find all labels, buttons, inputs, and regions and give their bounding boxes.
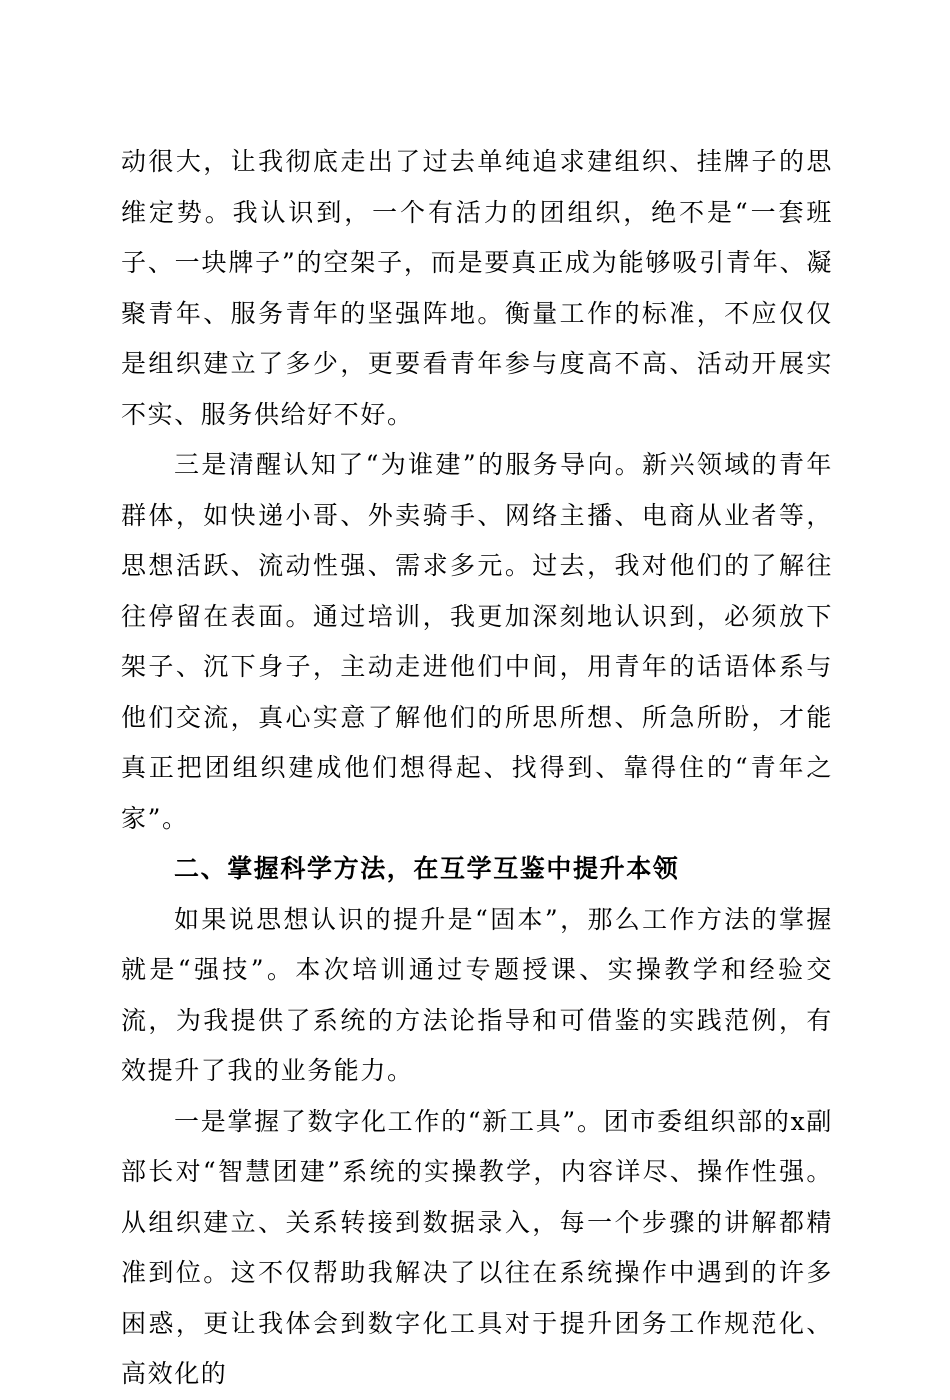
paragraph-service-orientation: 三是清醒认知了“为谁建”的服务导向。新兴领域的青年群体，如快递小哥、外卖骑手、网络主播、电商从业者等，思想活跃、流动性强、需求多元。过去，我对他们的了解往往停留在表面。通过培训，我更加深刻地认识到，必须放下架子、沉下身子，主动走进他们中间，用青年的话语体系与他们交流，真心实意了解他们的所思所想、所急所盼，才能真正把团组织建成他们想得起、找得到、靠得住的“青年之家”。 (121, 450, 833, 833)
paragraph-continuation: 动很大，让我彻底走出了过去单纯追求建组织、挂牌子的思维定势。我认识到，一个有活力的团组织，绝不是“一套班子、一块牌子”的空架子，而是要真正成为能够吸引青年、凝聚青年、服务青年的坚强阵地。衡量工作的标准，不应仅仅是组织建立了多少，更要看青年参与度高不高、活动开展实不实、服务供给好不好。 (121, 147, 833, 429)
paragraph-digital-tools: 一是掌握了数字化工作的“新工具”。团市委组织部的x副部长对“智慧团建”系统的实操教学，内容详尽、操作性强。从组织建立、关系转接到数据录入，每一个步骤的讲解都精准到位。这不仅帮助我解决了以往在系统操作中遇到的许多困惑，更让我体会到数字化工具对于提升团务工作规范化、高效化的 (121, 1106, 833, 1388)
document-body (121, 137, 833, 1400)
paragraph-methods-intro: 如果说思想认识的提升是“固本”，那么工作方法的掌握就是“强技”。本次培训通过专题授课、实操教学和经验交流，为我提供了系统的方法论指导和可借鉴的实践范例，有效提升了我的业务能力。 (121, 904, 833, 1085)
section-heading: 二、掌握科学方法，在互学互鉴中提升本领 (174, 854, 680, 883)
